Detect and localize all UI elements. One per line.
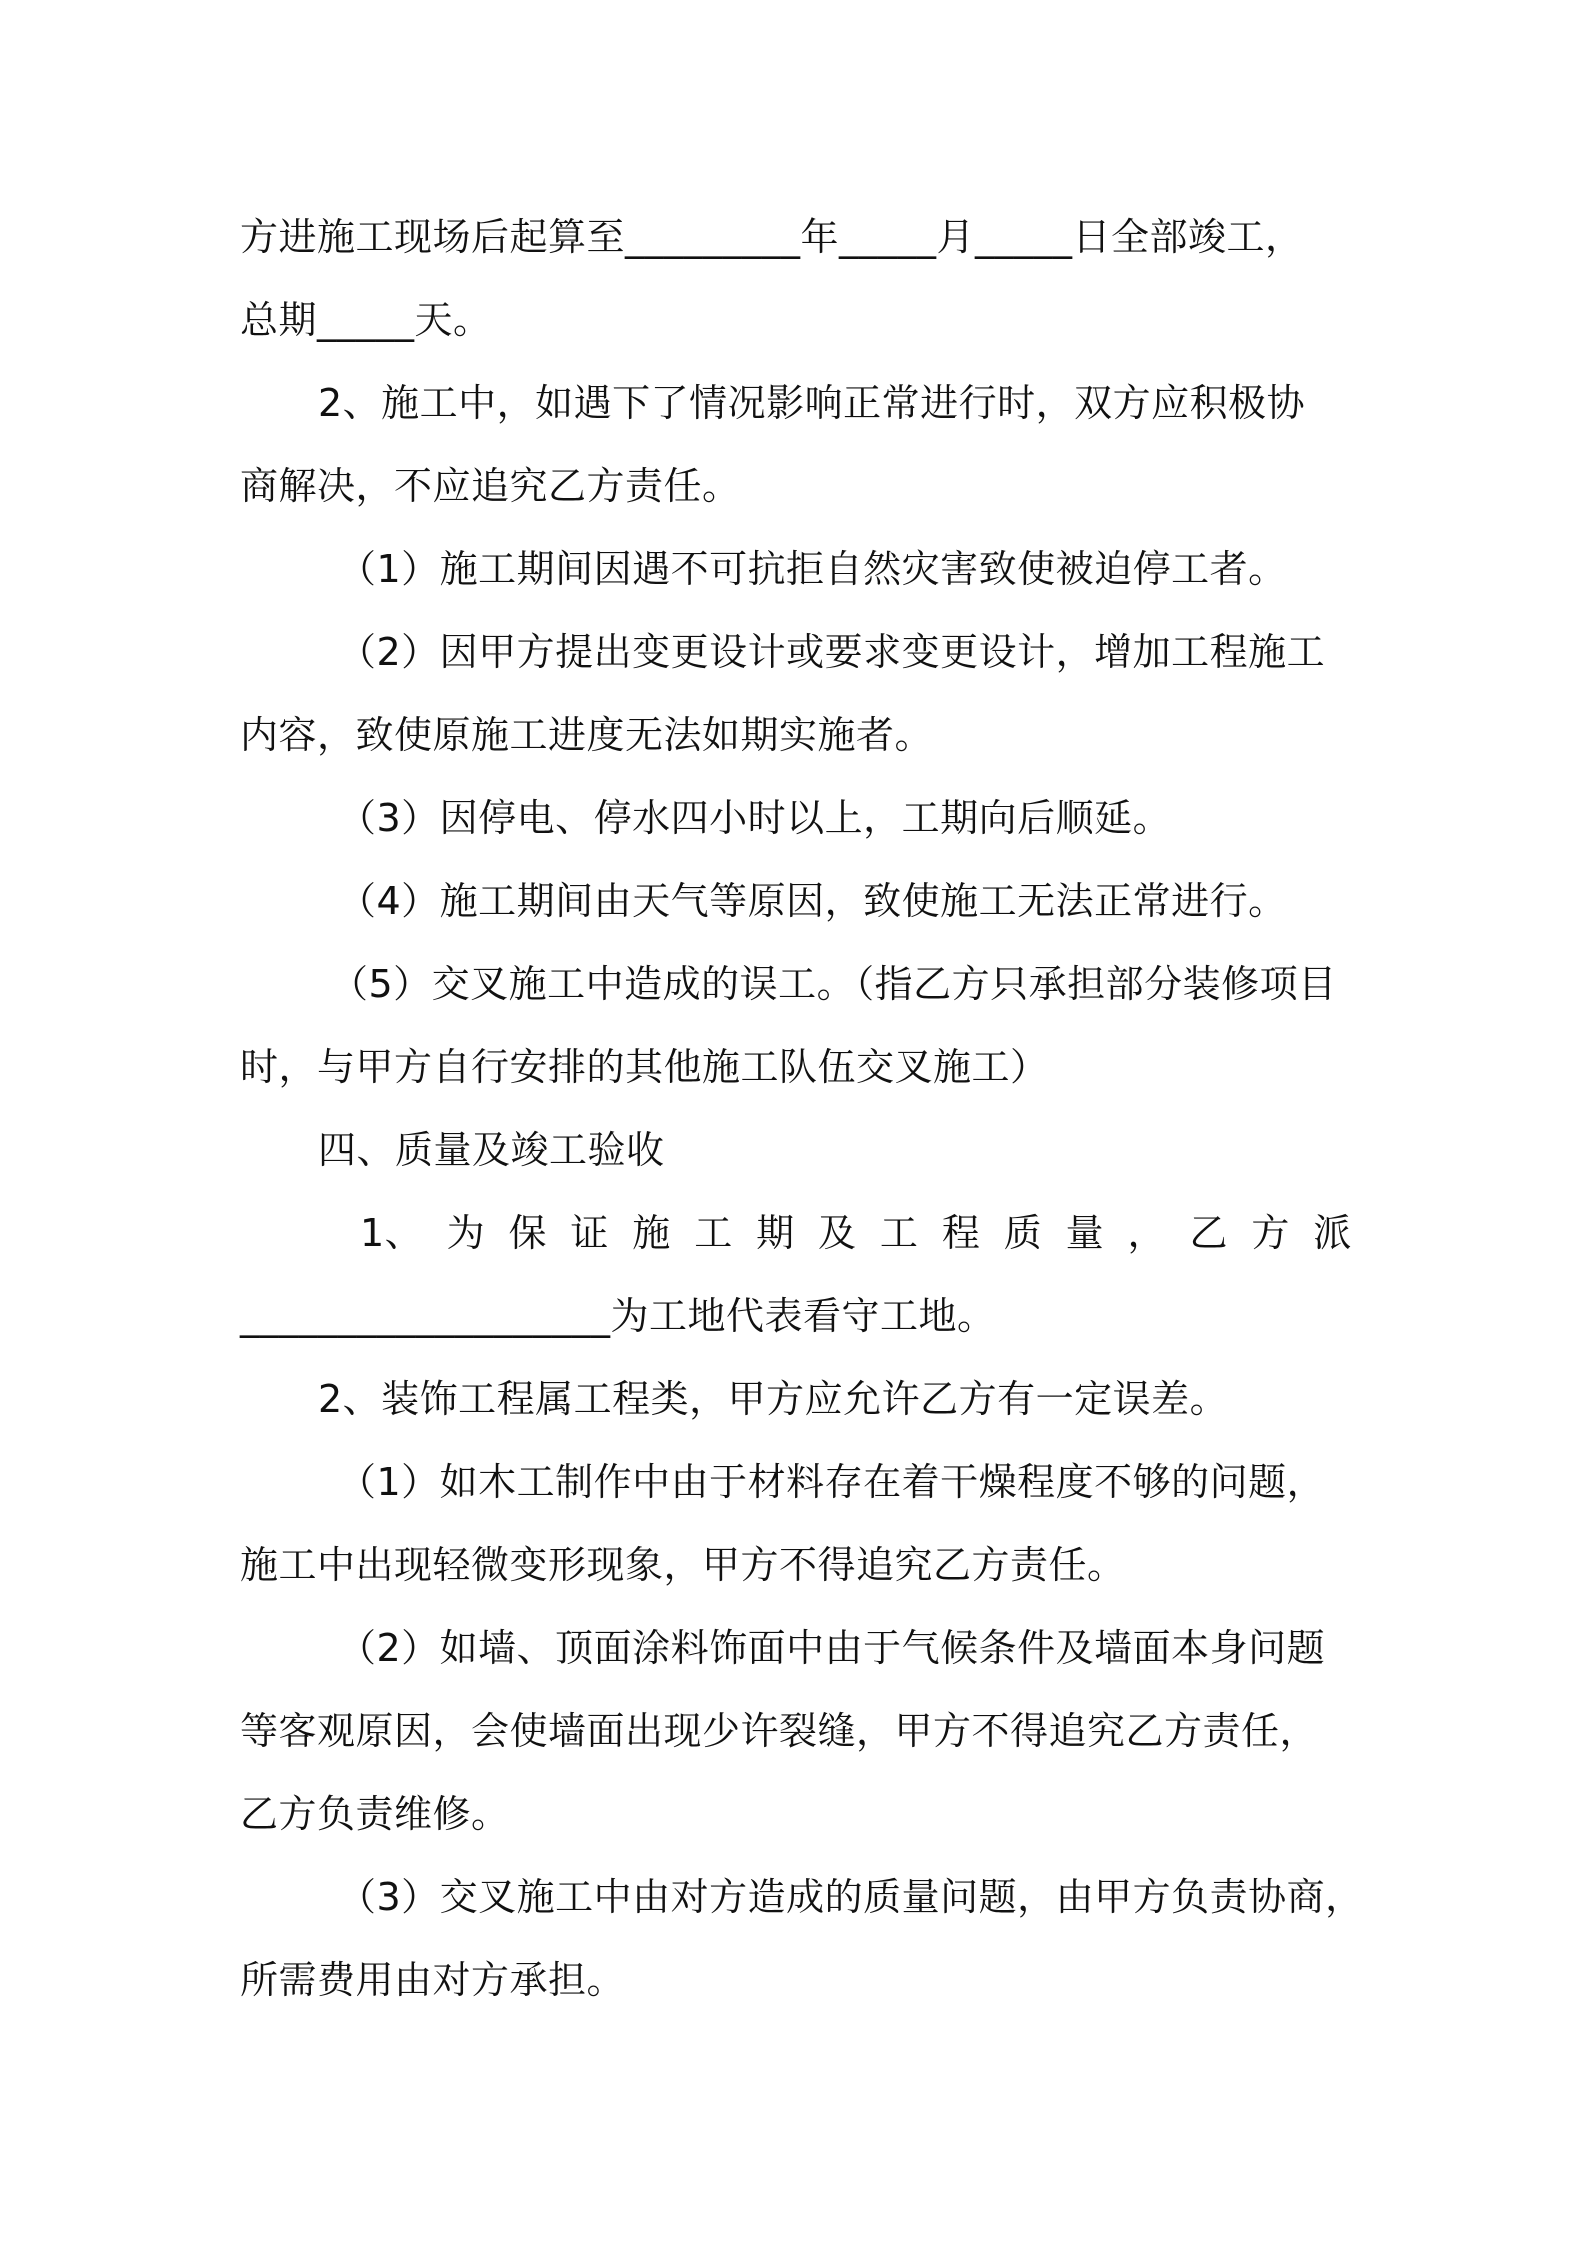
section-heading-4: 四、质量及竣工验收 xyxy=(318,1128,665,1172)
spread-char: 工 xyxy=(879,1211,919,1255)
quality-item-1-line-1: （1）如木工制作中由于材料存在着干燥程度不够的问题， xyxy=(338,1460,1326,1504)
spread-char: 期 xyxy=(756,1211,795,1255)
spread-char: 为 xyxy=(446,1211,486,1255)
spread-char: 方 xyxy=(1251,1211,1290,1255)
quality-item-2-line-3: 乙方负责维修。 xyxy=(240,1792,510,1836)
spread-char: 及 xyxy=(818,1211,857,1255)
paragraph-line-1: 方进施工现场后起算至_________年_____月_____日全部竣工， xyxy=(240,215,1304,259)
clause-2-line-2: 商解决，不应追究乙方责任。 xyxy=(240,464,741,508)
spread-char: 派 xyxy=(1313,1211,1352,1255)
spread-char: 质 xyxy=(1003,1211,1043,1255)
spread-char: 程 xyxy=(941,1211,981,1255)
item-3: （3）因停电、停水四小时以上，工期向后顺延。 xyxy=(338,796,1172,840)
spread-char: 量 xyxy=(1065,1211,1105,1255)
spread-char: 施 xyxy=(632,1211,671,1255)
clause-2-line-1: 2、施工中，如遇下了情况影响正常进行时，双方应积极协 xyxy=(318,381,1306,425)
quality-clause-1-line-2: ___________________为工地代表看守工地。 xyxy=(240,1294,996,1338)
spread-char: 工 xyxy=(694,1211,733,1255)
quality-item-1-line-2: 施工中出现轻微变形现象，甲方不得追究乙方责任。 xyxy=(240,1543,1126,1587)
paragraph-line-2: 总期_____天。 xyxy=(240,298,492,342)
spread-char: ， xyxy=(1127,1211,1167,1255)
spread-char: 1、 xyxy=(360,1211,424,1255)
quality-clause-2: 2、装饰工程属工程类，甲方应允许乙方有一定误差。 xyxy=(318,1377,1229,1421)
item-2-line-2: 内容，致使原施工进度无法如期实施者。 xyxy=(240,713,934,757)
spread-char: 保 xyxy=(508,1211,547,1255)
spread-char: 乙 xyxy=(1189,1211,1228,1255)
item-5-line-2: 时，与甲方自行安排的其他施工队伍交叉施工） xyxy=(240,1045,1049,1089)
quality-item-2-line-1: （2）如墙、顶面涂料饰面中由于气候条件及墙面本身问题 xyxy=(338,1626,1326,1670)
item-5-line-1: （5）交叉施工中造成的误工。（指乙方只承担部分装修项目 xyxy=(330,962,1337,1006)
quality-clause-1-line-1 xyxy=(240,1192,1352,1275)
quality-item-3-line-1: （3）交叉施工中由对方造成的质量问题，由甲方负责协商， xyxy=(338,1875,1364,1919)
spread-char: 证 xyxy=(570,1211,609,1255)
quality-item-2-line-2: 等客观原因，会使墙面出现少许裂缝，甲方不得追究乙方责任， xyxy=(240,1709,1319,1753)
quality-item-3-line-2: 所需费用由对方承担。 xyxy=(240,1958,626,2002)
item-1: （1）施工期间因遇不可抗拒自然灾害致使被迫停工者。 xyxy=(338,547,1287,591)
item-2-line-1: （2）因甲方提出变更设计或要求变更设计，增加工程施工 xyxy=(338,630,1326,674)
document-body xyxy=(240,196,1364,2022)
item-4: （4）施工期间由天气等原因，致使施工无法正常进行。 xyxy=(338,879,1287,923)
